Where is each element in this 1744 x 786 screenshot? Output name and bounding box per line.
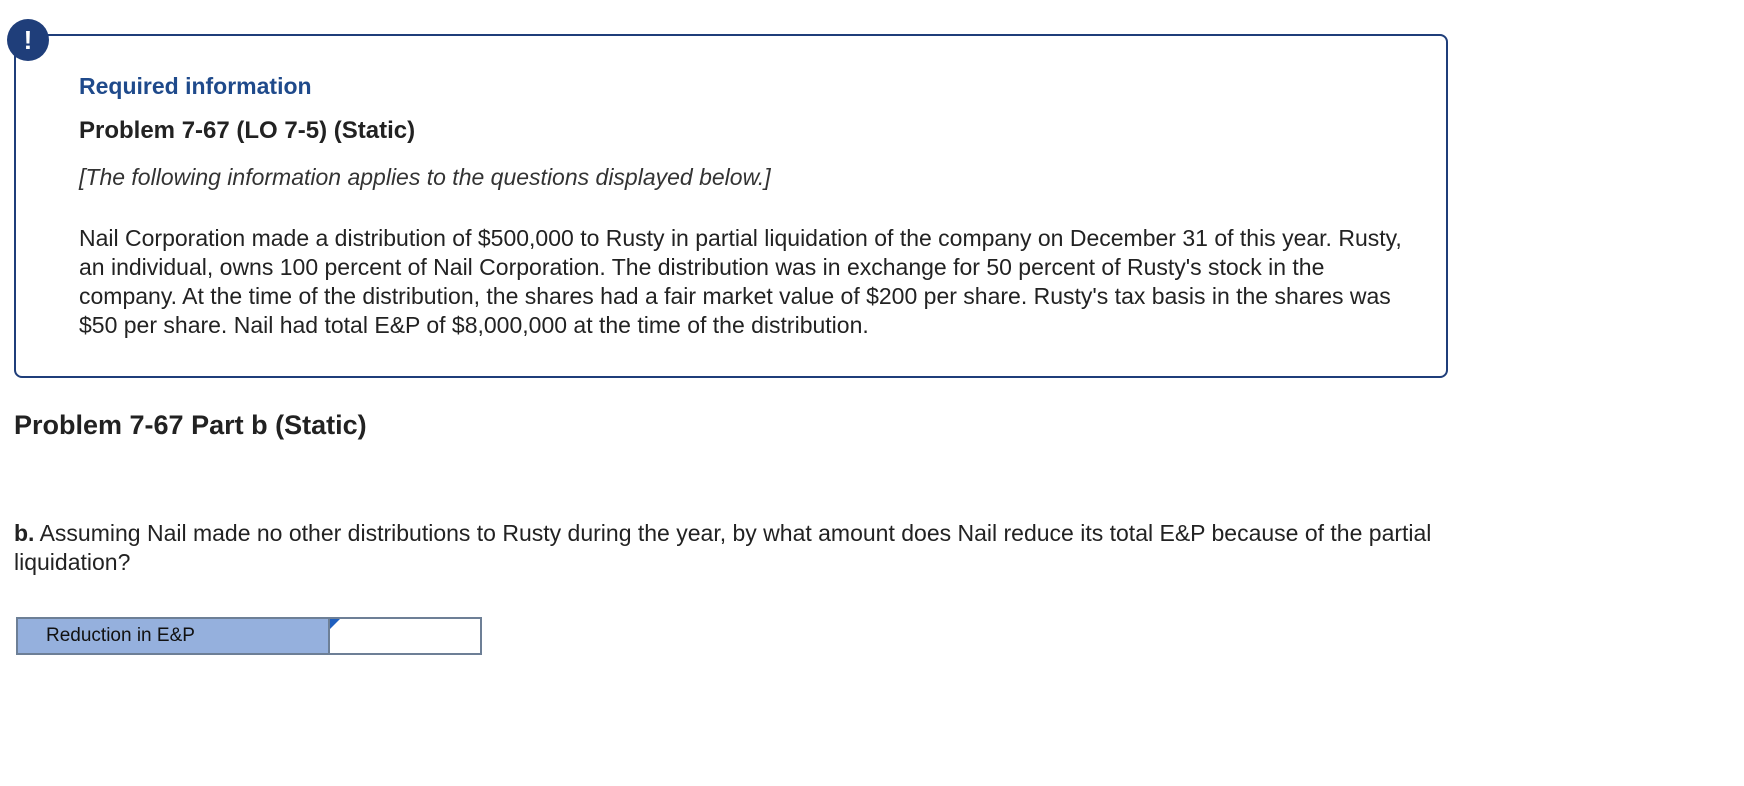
applies-note: [The following information applies to the questions displayed below.]	[79, 164, 771, 190]
question	[14, 519, 1454, 577]
answer-table	[16, 617, 482, 655]
question-text: Assuming Nail made no other distributions to Rusty during the year, by what amount does Nail reduce its total E&P because of the partial liquidation?	[14, 520, 1432, 575]
cell-corner-marker-icon	[330, 619, 340, 629]
exclamation-icon: !	[7, 19, 49, 61]
question-label: b.	[14, 520, 35, 546]
part-title: Problem 7-67 Part b (Static)	[14, 410, 367, 440]
scenario-text: Nail Corporation made a distribution of $500,000 to Rusty in partial liquidation of the company on December 31 of this year. Rusty, an individual, owns 100 percent of Nail Corporation. The distribution was in exchange for 50 percent of Rusty's stock in the company. At the time of the distribution, the shares had a fair market value of $200 per share. Rusty's tax basis in the shares was $50 per share. Nail had total E&P of $8,000,000 at the time of the distribution.	[79, 225, 1402, 338]
required-information-heading: Required information	[79, 73, 312, 99]
problem-title: Problem 7-67 (LO 7-5) (Static)	[79, 117, 416, 144]
answer-row-label: Reduction in E&P	[18, 619, 330, 653]
answer-cell[interactable]	[330, 619, 480, 653]
reduction-in-ep-input[interactable]	[330, 619, 480, 653]
